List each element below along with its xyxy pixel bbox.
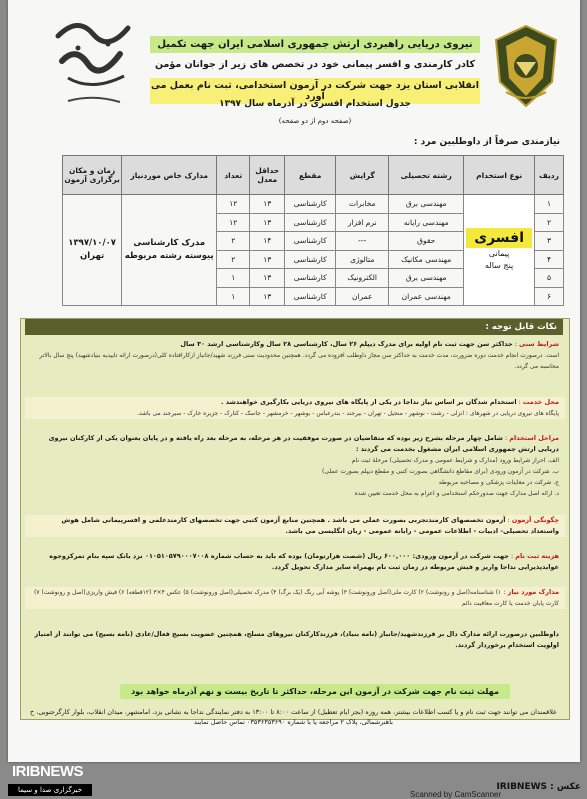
type-sub2: پنج ساله	[485, 261, 514, 270]
cell-grade: کارشناسی	[285, 269, 336, 288]
cell-orientation: متالوژی	[336, 250, 389, 269]
cell-grade: کارشناسی	[285, 250, 336, 269]
cell-field: حقوق	[389, 232, 464, 251]
cell-num: ۵	[535, 269, 564, 288]
note-stages-c: ج. شرکت در معاینات پزشکی و مصاحبه مربوطه	[438, 479, 559, 486]
col-grade: مقطع	[285, 156, 336, 195]
cell-field: مهندسی برق	[389, 269, 464, 288]
note-age-sub: است. درصورت انجام خدمت دوره ضرورت، مدت خدمت به حداکثر سن مجاز داوطلب افزوده می گردد. همچنین محدودیت سنی فرزند شهید/جانباز ازکارافتاده کلی(درصورت ارائه تاییدیه بنیادشهید) پنج سال بالاتر محاسبه می گردد.	[39, 352, 559, 370]
header-line-1: نیروی دریایی راهبردی ارتش جمهوری اسلامی ایران جهت تکمیل	[150, 36, 480, 53]
note-stages-a: الف. احراز شرایط ورود (مدارک و شرایط عمومی و مدرک تحصیلی) مرحلهٔ ثبت نام	[351, 457, 559, 464]
cell-num: ۴	[535, 250, 564, 269]
deadline-banner: مهلت ثبت نام جهت شرکت در آزمون این مرحله، حداکثر تا تاریخ بیست و نهم آذرماه خواهد بود	[120, 684, 510, 699]
cell-field: مهندسی برق	[389, 195, 464, 214]
cell-orientation: الکترونیک	[336, 269, 389, 288]
cell-gpa: ۱۳	[250, 287, 285, 306]
note-fee: هزینه ثبت نام : جهت شرکت در آزمون ورودی: ۶۰۰,۰۰۰ ریال (شصت هزارتومان) بوده که باید به حساب شماره ۰۱۰۵۱۰۵۷۹۰۰۰۷۰۰۸ نزد بانک سپه بنام تمرکزوجوه عوایدپذیرایی نداجا واریز و فیش مربوطه در زمان ثبت نام بهمراه سایر مدارک تحویل گردد.	[49, 552, 559, 571]
cell-orientation: ---	[336, 232, 389, 251]
note-docs-key: مدارک مورد نیاز	[507, 588, 559, 596]
requirement-note: نیازمندی صرفاً از داوطلبین مرد :	[413, 137, 560, 147]
contact-note: علاقمندان می توانند جهت ثبت نام و یا کسب اطلاعات بیشتر، همه روزه (بجز ایام تعطیل) از ساعت ۸:۰۰ تا ۱۳:۰۰ به دفتر نمایندگی نداجا به نشانی یزد، امامشهر، میدان انقلاب، بلوار کارگرجنوبی، خ باهنرشمالی، پلاک ۲ مراجعه یا با شماره ۰۳۵۳۶۳۵۳۶۹۰ تماس حاصل نمایند	[30, 708, 557, 726]
note-location: محل خدمت : استخدام شدگان بر اساس نیاز نداجا در یکی از پایگاه های نیروی دریایی بکارگیری خواهندشد . پایگاه های نیروی دریایی در شهرهای : انزلی - رشت - نوشهر - منجیل - تهران - بیرجند - بندرعباس - بوشهر - خرمشهر - جاسک - کنارک - جزیره خارک - سیرجند می باشد.	[25, 397, 565, 419]
type-sub1: پیمانی	[488, 249, 510, 258]
cell-orientation: عمران	[336, 287, 389, 306]
cell-grade: کارشناسی	[285, 287, 336, 306]
col-orientation: گرایش	[336, 156, 389, 195]
cell-count: ۲	[217, 232, 250, 251]
note-location-text: استخدام شدگان بر اساس نیاز نداجا در یکی از پایگاه های نیروی دریایی بکارگیری خواهندشد .	[221, 398, 517, 406]
cell-num: ۳	[535, 232, 564, 251]
cell-num: ۶	[535, 287, 564, 306]
note-location-key: محل خدمت	[522, 398, 559, 406]
cell-gpa: ۱۳	[250, 213, 285, 232]
jobs-table	[62, 155, 564, 306]
note-fee-text: جهت شرکت در آزمون ورودی: ۶۰۰,۰۰۰ ریال (شصت هزارتومان) بوده که باید به حساب شماره ۰۱۰۵۱۰۵۷۹۰۰۰۷۰۰۸ نزد بانک سپه بنام تمرکزوجوه عوایدپذیرایی نداجا واریز و فیش مربوطه در زمان ثبت نام بهمراه سایر مدارک تحویل گردد.	[49, 552, 559, 571]
col-row: ردیف	[535, 156, 564, 195]
cell-grade: کارشناسی	[285, 195, 336, 214]
cell-field: مهندسی مکانیک	[389, 250, 464, 269]
army-emblem-icon	[486, 22, 566, 110]
cell-field: مهندسی رایانه	[389, 213, 464, 232]
brand-subtitle: خبرگزاری صدا و سیما	[8, 784, 92, 796]
cell-num: ۱	[535, 195, 564, 214]
cell-field: مهندسی عمران	[389, 287, 464, 306]
cell-count: ۱۲	[217, 213, 250, 232]
cell-count: ۱	[217, 269, 250, 288]
cell-count: ۱۲	[217, 195, 250, 214]
note-exam-text: آزمون تخصصهای کارمندتجربی بصورت عملی می باشد . همچنین منابع آزمون کتبی جهت تخصصهای کارمندعلمی و افسرپیمانی شامل هوش واستعداد تحصیلی- ادبیات - اطلاعات عمومی - رایانه عمومی - زبان انگلیسی می باشد.	[61, 516, 559, 535]
note-stages-b: ب. شرکت در آزمون ورودی (برای مقاطع دانشگاهی بصورت کتبی و مقطع دیپلم بصورت عملی)	[322, 468, 559, 475]
note-docs-text: ۱) شناسنامه(اصل و رونوشت) ۲) کارت ملی(اصل ورونوشت) ۳) پوشه آبی رنگ (یک برگ) ۴) مدرک تحصیلی(اصل ورونوشت) ۵) عکس ۴×۳ (۱۲قطعه) ۶) فیش واریزی(اصل و رونوشت) ۷) کارت پایان خدمت یا کارت معافیت دائم	[33, 589, 559, 607]
col-field: رشته تحصیلی	[389, 156, 464, 195]
cell-gpa: ۱۳	[250, 195, 285, 214]
cell-orientation: نرم افزار	[336, 213, 389, 232]
note-exam-key: چگونگی آزمون	[511, 516, 559, 524]
note-stages-key: مراحل استخدام	[509, 434, 559, 442]
note-age: شرایط سنی : حداکثر سن جهت ثبت نام اولیه برای مدرک دیپلم ۲۶ سال، کارشناسی ۲۸ سال وکارشناسی ارشد ۳۰ سال است. درصورت انجام خدمت دوره ضرورت، مدت خدمت به حداکثر سن مجاز داوطلب افزوده می گردد. همچنین محدودیت سنی فرزند شهید/جانباز ازکارافتاده کلی(درصورت ارائه تاییدیه بنیادشهید) پنج سال بالاتر محاسبه می گردد.	[39, 340, 559, 370]
note-stages-text: شامل چهار مرحله بشرح زیر بوده که متقاضیان در صورت موفقیت در هر مرحله، به مرحله بعد راه یافته و در پایان بعنوان یکی از کارکنان نیروی دریایی ارتش جمهوری اسلامی ایران مشغول بخدمت می گردند :	[48, 434, 559, 453]
col-time-place: زمان و مکان برگزاری آزمون	[63, 156, 122, 195]
cell-docs: مدرک کارشناسی پیوسته رشته مربوطه	[122, 195, 217, 306]
photo-credit: عکس : IRIBNEWS	[496, 782, 581, 792]
navy-logo-icon	[48, 6, 138, 116]
cell-gpa: ۱۴	[250, 232, 285, 251]
col-docs: مدارک خاص موردنیاز	[122, 156, 217, 195]
cell-grade: کارشناسی	[285, 213, 336, 232]
scanner-watermark: Scanned by CamScanner	[410, 790, 502, 799]
header-line-3: انقلابی استان یزد جهت شرکت در آزمون استخدامی، ثبت نام بعمل می آورد	[150, 80, 479, 102]
note-stages: مراحل استخدام : شامل چهار مرحله بشرح زیر بوده که متقاضیان در صورت موفقیت در هر مرحله، به مرحله بعد راه یافته و در پایان بعنوان یکی از کارکنان نیروی دریایی ارتش جمهوری اسلامی ایران مشغول بخدمت می گردند : الف. احراز شرایط ورود (مدارک و شرایط عمومی و مدرک تحصیلی) مرحلهٔ ثبت نام ب. شرکت در آزمون ورودی (برای مقاطع دانشگاهی بصورت کتبی و مقطع دیپلم بصورت عملی) ج. شرکت در معاینات پزشکی و مصاحبه مربوطه د. ارائه اصل مدارک جهت صدورحکم استخدامی و اعزام به محل خدمت تعیین شده	[48, 434, 559, 497]
header-line-2: کادر کارمندی و افسر پیمانی خود در تخصص های زیر از جوانان مؤمن	[154, 59, 476, 70]
table-header-row	[63, 156, 564, 195]
type-main: افسری	[466, 228, 532, 248]
note-priority-text: داوطلبین درصورت ارائه مدارک دال بر فرزندشهید/جانباز (نامه بنیاد)، فرزندکارکنان نیروهای مسلح، همچنین عضویت بسیج فعال/عادی (نامه بسیج) می توانند از امتیاز اولویت استخدام برخوردار گردند.	[34, 630, 559, 649]
cell-type	[464, 195, 535, 306]
note-age-text: حداکثر سن جهت ثبت نام اولیه برای مدرک دیپلم ۲۶ سال، کارشناسی ۲۸ سال وکارشناسی ارشد ۳۰ سال	[180, 340, 513, 348]
exam-date: ۱۳۹۷/۱۰/۰۷	[68, 238, 116, 248]
exam-place: تهران	[79, 251, 105, 261]
cell-time-place	[63, 195, 122, 306]
cell-gpa: ۱۳	[250, 250, 285, 269]
note-stages-d: د. ارائه اصل مدارک جهت صدورحکم استخدامی و اعزام به محل خدمت تعیین شده	[354, 490, 559, 497]
cell-orientation: مخابرات	[336, 195, 389, 214]
note-age-key: شرایط سنی	[519, 340, 559, 348]
col-count: تعداد	[217, 156, 250, 195]
cell-count: ۲	[217, 250, 250, 269]
notes-section	[20, 318, 570, 720]
cell-count: ۱	[217, 287, 250, 306]
table-row	[63, 195, 564, 214]
cell-num: ۲	[535, 213, 564, 232]
notes-title: نکات قابل توجه :	[25, 319, 563, 335]
page-indicator: (صفحه دوم از دو صفحه)	[278, 117, 352, 125]
note-fee-key: هزینه ثبت نام	[515, 552, 559, 560]
note-location-sub: پایگاه های نیروی دریایی در شهرهای : انزلی - رشت - نوشهر - منجیل - تهران - بیرجند - بندرعباس - بوشهر - خرمشهر - جاسک - کنارک - جزیره خارک - سیرجند می باشد.	[136, 410, 559, 417]
note-priority	[25, 629, 565, 651]
note-exam: چگونگی آزمون : آزمون تخصصهای کارمندتجربی بصورت عملی می باشد . همچنین منابع آزمون کتبی جهت تخصصهای کارمندعلمی و افسرپیمانی شامل هوش واستعداد تحصیلی- ادبیات - اطلاعات عمومی - رایانه عمومی - زبان انگلیسی می باشد.	[25, 515, 565, 537]
cell-gpa: ۱۳	[250, 269, 285, 288]
note-docs: مدارک مورد نیاز : ۱) شناسنامه(اصل و رونوشت) ۲) کارت ملی(اصل ورونوشت) ۳) پوشه آبی رنگ (یک برگ) ۴) مدرک تحصیلی(اصل ورونوشت) ۵) عکس ۴×۳ (۱۲قطعه) ۶) فیش واریزی(اصل و رونوشت) ۷) کارت پایان خدمت یا کارت معافیت دائم	[25, 587, 565, 609]
announcement-page	[8, 0, 580, 762]
table-title: جدول استخدام افسری در آذرماه سال ۱۳۹۷	[219, 99, 411, 109]
cell-grade: کارشناسی	[285, 232, 336, 251]
col-gpa: حداقل معدل	[250, 156, 285, 195]
col-type: نوع استخدام	[464, 156, 535, 195]
brand-logo: IRIBNEWS	[12, 763, 83, 780]
